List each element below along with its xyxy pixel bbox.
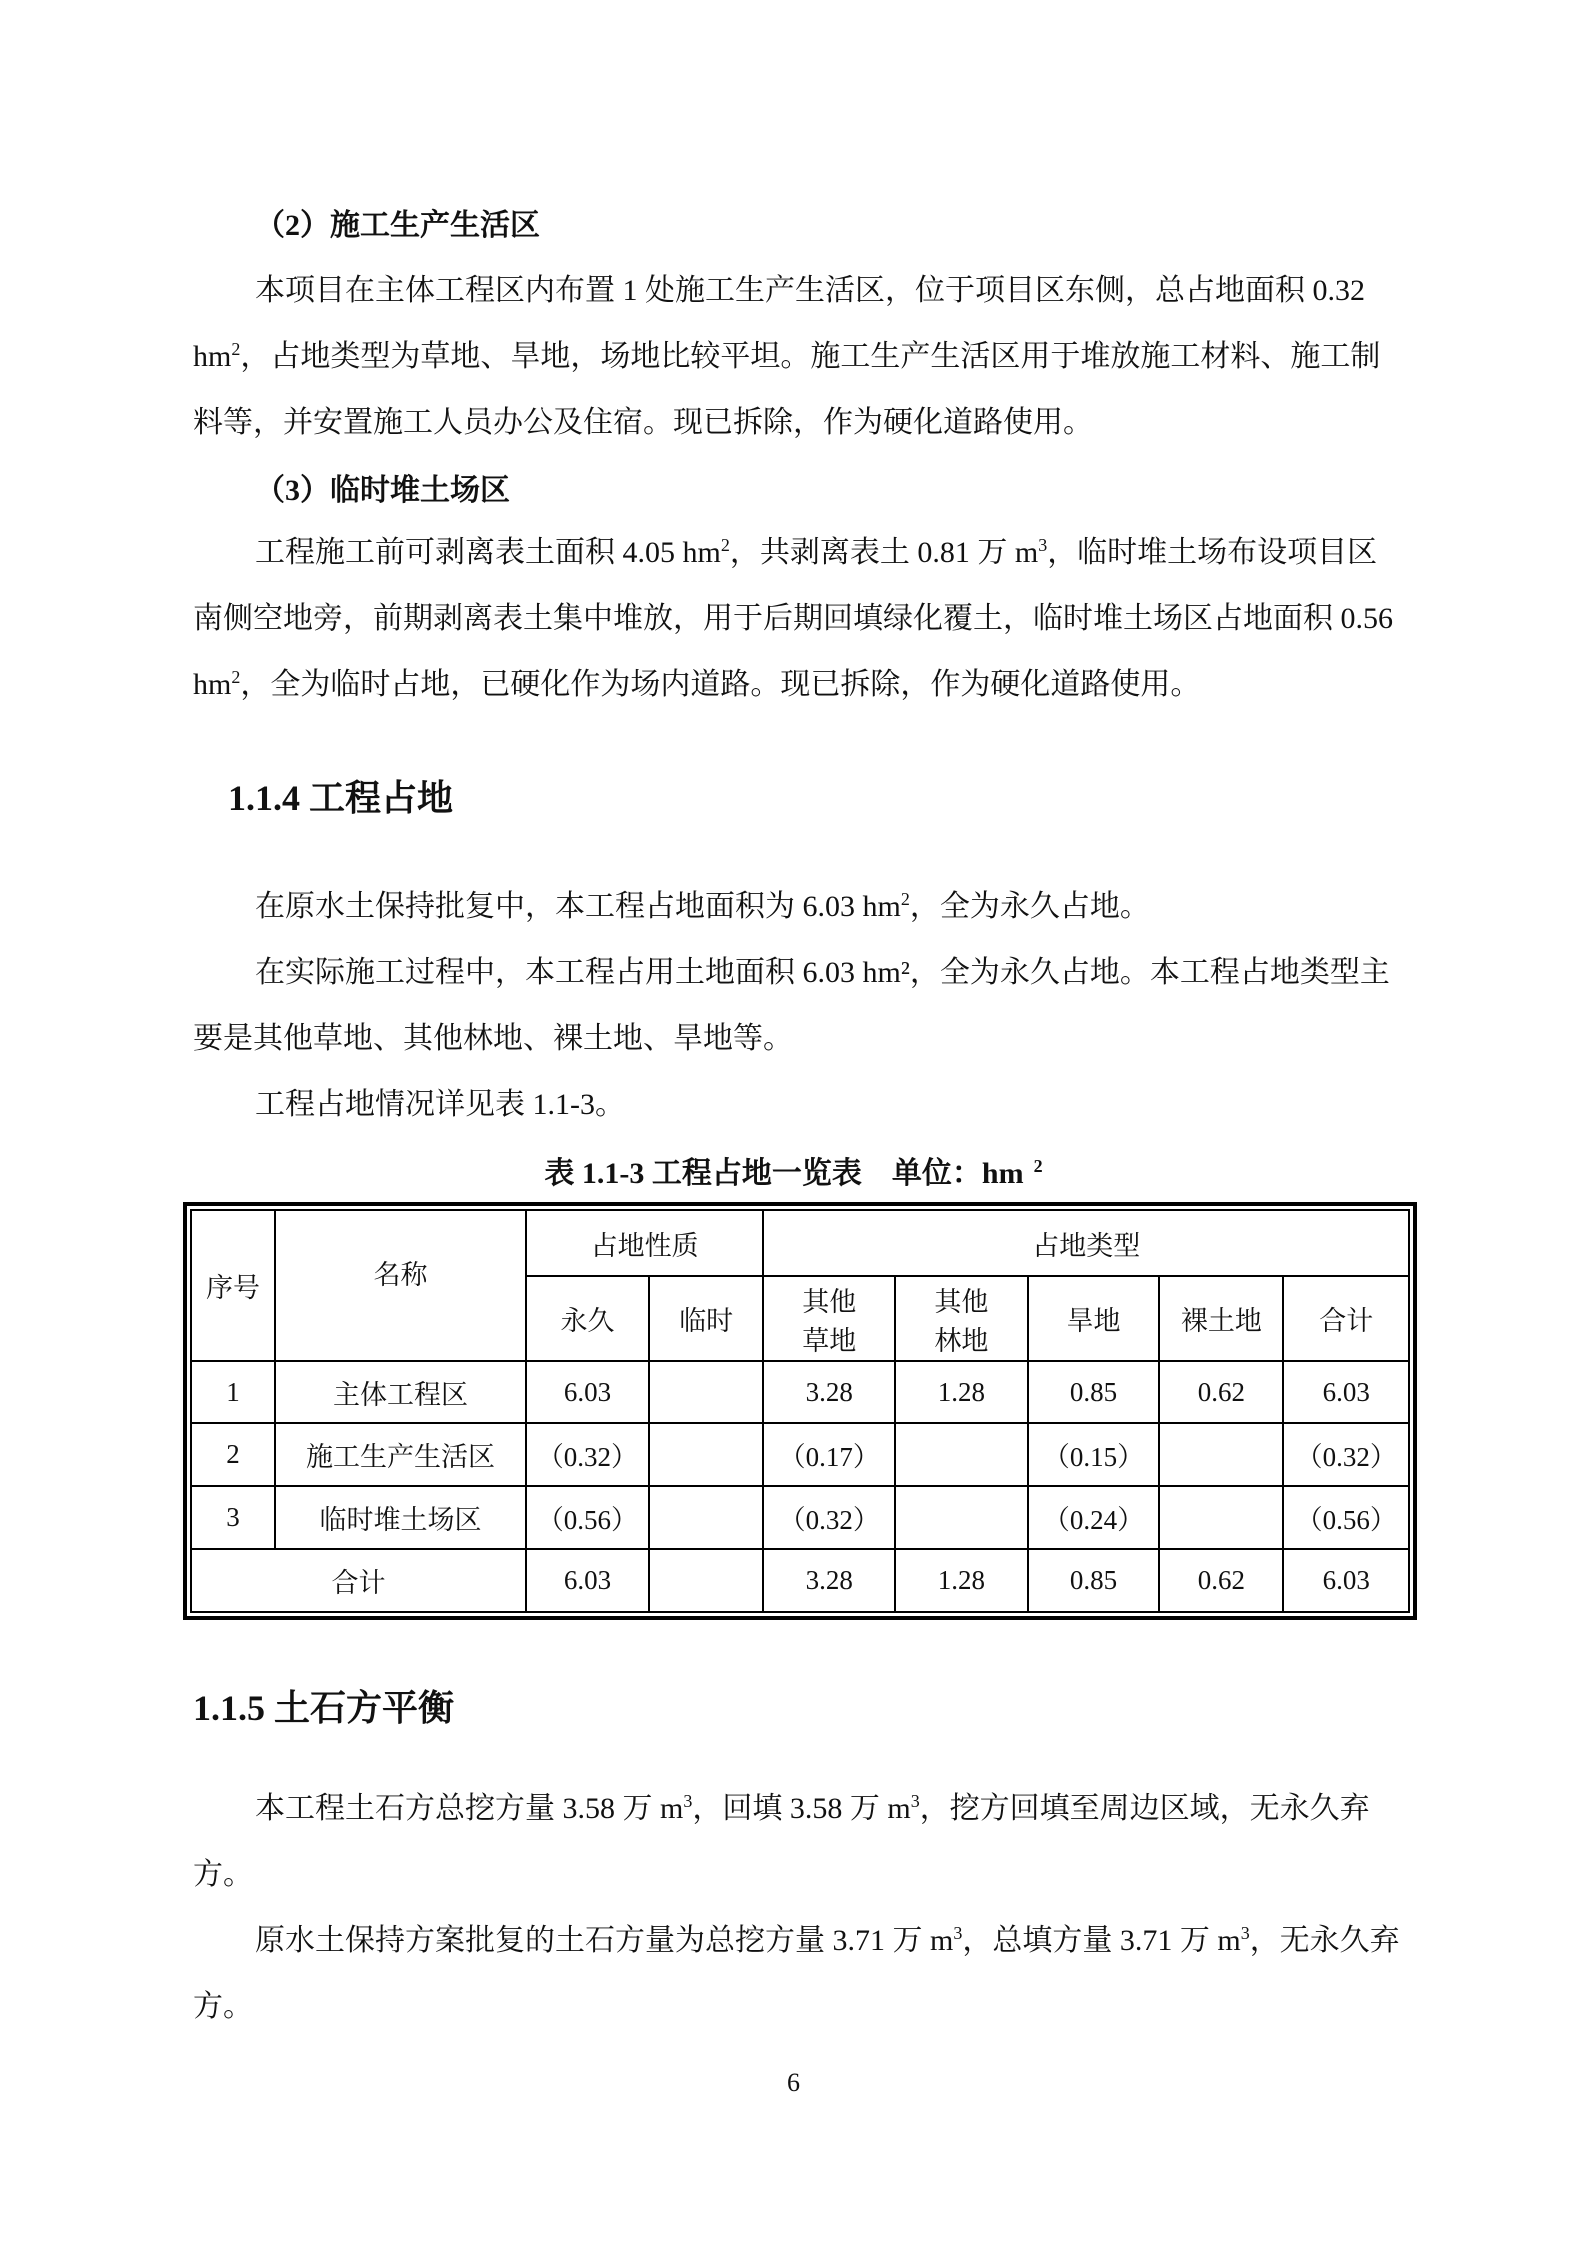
cell-dryland: 0.85 — [1028, 1549, 1160, 1612]
header-total: 合计 — [1283, 1276, 1409, 1360]
header-name: 名称 — [275, 1210, 526, 1361]
text: 其他 — [934, 1286, 989, 1317]
header-temporary: 临时 — [649, 1276, 763, 1360]
superscript: 3 — [910, 1791, 920, 1811]
text: 单位：hm — [891, 1157, 1024, 1190]
header-other-forest — [895, 1276, 1028, 1360]
header-bare-land: 裸土地 — [1159, 1276, 1283, 1360]
cell-temporary — [649, 1549, 763, 1612]
text: ，占地类型为草地、旱地，场地比较平坦。施工生产生活区用于堆放施工材料、施工制料等，并安置施工人员办公及住宿。现已拆除，作为硬化道路使用。 — [193, 340, 1381, 439]
text: ，挖方回填至周边区域，无永久弃方。 — [193, 1792, 1370, 1891]
paragraph-construction-area — [193, 258, 1405, 456]
cell-total: （0.56） — [1283, 1486, 1409, 1549]
cell-forest — [895, 1486, 1028, 1549]
cell-grassland: （0.32） — [763, 1486, 895, 1549]
cell-temporary — [649, 1486, 763, 1549]
text: 林地 — [934, 1325, 989, 1356]
cell-bare — [1159, 1486, 1283, 1549]
cell-grassland: 3.28 — [763, 1549, 895, 1612]
header-nature: 占地性质 — [526, 1210, 764, 1276]
superscript: 3 — [683, 1791, 693, 1811]
cell-no: 3 — [191, 1486, 275, 1549]
cell-total: 6.03 — [1283, 1549, 1409, 1612]
heading-1-1-4: 1.1.4 工程占地 — [228, 778, 454, 818]
text: ，共剥离表土 0.81 万 m — [729, 536, 1039, 569]
superscript: 2 — [231, 667, 241, 687]
text: ，全为永久占地。 — [909, 890, 1150, 923]
cell-permanent: （0.56） — [526, 1486, 649, 1549]
paragraph-land-actual: 在实际施工过程中，本工程占用土地面积 6.03 hm²，全为永久占地。本工程占地类型主要是其他草地、其他林地、裸土地、旱地等。 — [193, 956, 1390, 1055]
text: 工程施工前可剥离表土面积 4.05 hm — [255, 536, 721, 569]
subsection-title-3: （3）临时堆土场区 — [255, 474, 510, 507]
cell-dryland: 0.85 — [1028, 1361, 1160, 1424]
cell-no: 1 — [191, 1361, 275, 1424]
header-other-grassland — [763, 1276, 895, 1360]
text: ，全为临时占地，已硬化作为场内道路。现已拆除，作为硬化道路使用。 — [240, 668, 1201, 701]
cell-dryland: （0.24） — [1028, 1486, 1160, 1549]
cell-total: 6.03 — [1283, 1361, 1409, 1424]
land-occupation-table — [183, 1202, 1417, 1620]
table-row — [191, 1486, 1409, 1549]
header-type: 占地类型 — [763, 1210, 1409, 1276]
cell-permanent: 6.03 — [526, 1361, 649, 1424]
cell-forest: 1.28 — [895, 1361, 1028, 1424]
cell-dryland: （0.15） — [1028, 1423, 1160, 1486]
text: ，临时堆土场布设项目区南侧空地旁，前期剥离表土集中堆放，用于后期回填绿化覆土，临时堆土场区占地面积 0.56 hm — [193, 536, 1393, 701]
text: 本工程土石方总挖方量 3.58 万 m — [255, 1792, 684, 1825]
table-row — [191, 1361, 1409, 1424]
text: 本项目在主体工程区内布置 1 处施工生产生活区，位于项目区东侧，总占地面积 0.32 hm — [193, 274, 1365, 373]
cell-no: 2 — [191, 1423, 275, 1486]
header-permanent: 永久 — [526, 1276, 649, 1360]
superscript: 2 — [720, 535, 730, 555]
cell-temporary — [649, 1361, 763, 1424]
text: ，回填 3.58 万 m — [692, 1792, 911, 1825]
text: 草地 — [802, 1325, 857, 1356]
cell-forest: 1.28 — [895, 1549, 1028, 1612]
cell-bare: 0.62 — [1159, 1361, 1283, 1424]
superscript: 3 — [953, 1923, 963, 1943]
header-no: 序号 — [191, 1210, 275, 1361]
paragraph-stockpile-area — [193, 520, 1405, 718]
table-caption — [0, 1148, 1587, 1192]
paragraph-land-approved — [193, 874, 1405, 940]
cell-grassland: （0.17） — [763, 1423, 895, 1486]
superscript: 2 — [231, 339, 241, 359]
heading-1-1-5: 1.1.5 土石方平衡 — [193, 1688, 455, 1728]
paragraph-earthwork-actual — [193, 1776, 1405, 1908]
cell-name: 主体工程区 — [275, 1361, 526, 1424]
cell-grassland: 3.28 — [763, 1361, 895, 1424]
caption-title: 表 1.1-3 工程占地一览表 — [544, 1157, 862, 1190]
page-number: 6 — [787, 2068, 800, 2097]
cell-bare: 0.62 — [1159, 1549, 1283, 1612]
superscript: 2 — [1033, 1156, 1043, 1176]
paragraph-earthwork-approved — [193, 1908, 1405, 2040]
cell-name: 施工生产生活区 — [275, 1423, 526, 1486]
text: 其他 — [802, 1286, 857, 1317]
text: ，总填方量 3.71 万 m — [962, 1924, 1241, 1957]
cell-temporary — [649, 1423, 763, 1486]
text: 原水土保持方案批复的土石方量为总挖方量 3.71 万 m — [255, 1924, 954, 1957]
cell-total-label: 合计 — [191, 1549, 526, 1612]
header-dryland: 旱地 — [1028, 1276, 1160, 1360]
caption-unit — [882, 1157, 1043, 1190]
superscript: 3 — [1038, 535, 1048, 555]
cell-total: （0.32） — [1283, 1423, 1409, 1486]
paragraph-table-ref: 工程占地情况详见表 1.1-3。 — [255, 1088, 625, 1121]
cell-bare — [1159, 1423, 1283, 1486]
superscript: 2 — [900, 889, 910, 909]
table-row-total — [191, 1549, 1409, 1612]
cell-permanent: （0.32） — [526, 1423, 649, 1486]
superscript: 3 — [1240, 1923, 1250, 1943]
cell-name: 临时堆土场区 — [275, 1486, 526, 1549]
table-row — [191, 1423, 1409, 1486]
text: ，无永久弃方。 — [193, 1924, 1400, 2023]
subsection-title-2: （2）施工生产生活区 — [255, 209, 540, 242]
cell-permanent: 6.03 — [526, 1549, 649, 1612]
text: 在原水土保持批复中，本工程占地面积为 6.03 hm — [255, 890, 901, 923]
cell-forest — [895, 1423, 1028, 1486]
